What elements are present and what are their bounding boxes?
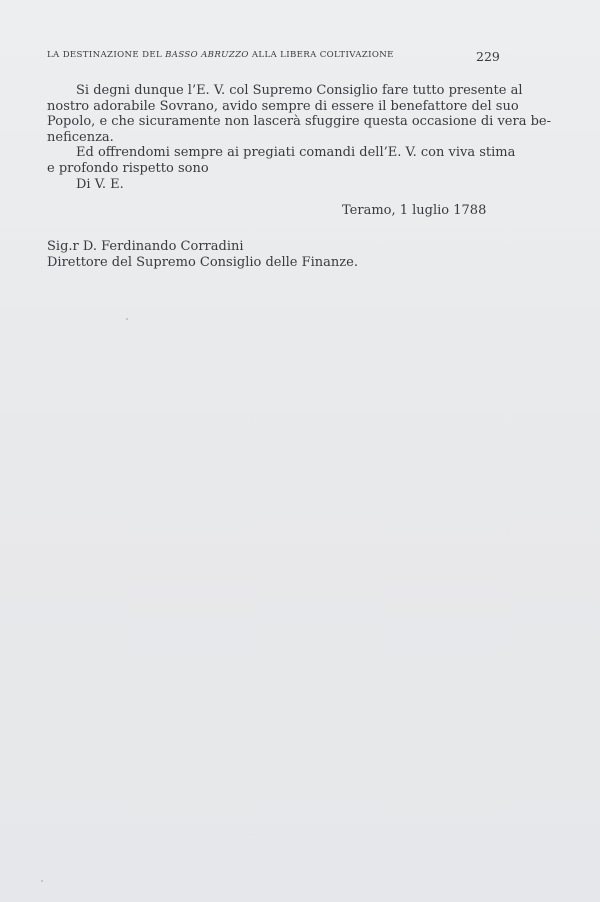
running-title-italic: BASSO ABRUZZO	[165, 50, 249, 60]
addressee-block	[47, 239, 358, 270]
closing-formula: Di V. E.	[76, 176, 124, 192]
page-number: 229	[476, 49, 500, 64]
addressee-name: Sig.r D. Ferdinando Corradini	[47, 239, 244, 254]
paper-speck	[126, 318, 128, 320]
running-title-part2: ALLA LIBERA COLTIVAZIONE	[248, 50, 394, 60]
paragraph2-line-2: e profondo rispetto sono	[47, 160, 209, 176]
letter-body	[47, 83, 552, 192]
paragraph1-line-2: nostro adorabile Sovrano, avido sempre di essere il benefattore del suo	[47, 98, 519, 114]
paragraph1-line-3: Popolo, e che sicuramente non lascerà sfuggire questa occasione di vera be-	[47, 114, 552, 130]
place-date: Teramo, 1 luglio 1788	[342, 203, 487, 218]
paragraph1-line-4: neficenza.	[47, 129, 114, 145]
paragraph1-line-1: Si degni dunque l’E. V. col Supremo Consiglio fare tutto presente al	[76, 83, 523, 98]
running-title	[47, 50, 394, 60]
paragraph2-line-1: Ed offrendomi sempre ai pregiati comandi dell’E. V. con viva stima	[76, 145, 516, 161]
paper-speck	[41, 880, 43, 882]
addressee-title: Direttore del Supremo Consiglio delle Finanze.	[47, 254, 358, 270]
running-head	[47, 49, 567, 67]
running-title-part1: LA DESTINAZIONE DEL	[47, 50, 166, 60]
